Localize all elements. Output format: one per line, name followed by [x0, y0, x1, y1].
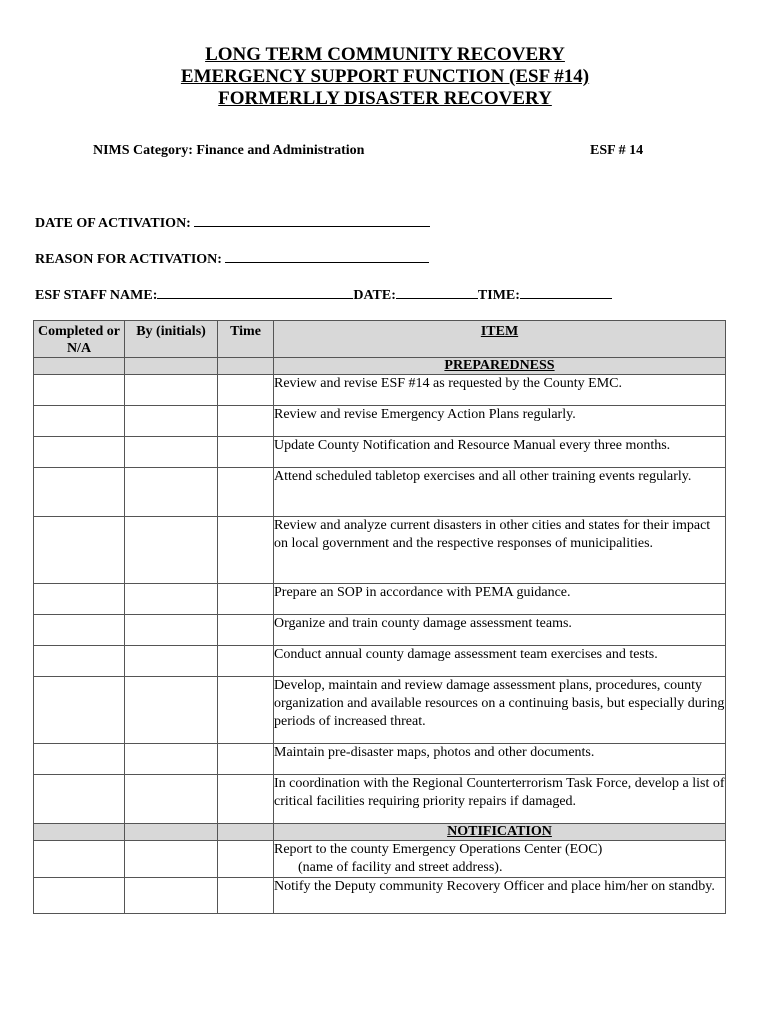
esf-number: ESF # 14 [590, 143, 644, 158]
completed-cell[interactable] [34, 841, 125, 878]
time-cell[interactable] [218, 584, 274, 615]
item-cell: Conduct annual county damage assessment team exercises and tests. [274, 646, 726, 677]
completed-cell[interactable] [34, 744, 125, 775]
initials-cell[interactable] [125, 646, 218, 677]
time-label: TIME: [477, 288, 520, 303]
table-row [34, 375, 726, 406]
table-row [34, 841, 726, 878]
completed-cell[interactable] [34, 677, 125, 744]
initials-cell[interactable] [125, 437, 218, 468]
time-cell[interactable] [218, 744, 274, 775]
completed-cell[interactable] [34, 468, 125, 517]
item-line: (name of facility and street address). [298, 860, 503, 875]
title-line-3: FORMERLLY DISASTER RECOVERY [218, 88, 552, 109]
document-title [0, 44, 770, 110]
completed-cell[interactable] [34, 375, 125, 406]
table-row [34, 775, 726, 824]
completed-cell[interactable] [34, 406, 125, 437]
initials-cell[interactable] [125, 677, 218, 744]
table-row [34, 406, 726, 437]
initials-cell[interactable] [125, 468, 218, 517]
initials-cell[interactable] [125, 878, 218, 914]
initials-cell[interactable] [125, 517, 218, 584]
table-row [34, 584, 726, 615]
time-cell[interactable] [218, 646, 274, 677]
item-cell: Develop, maintain and review damage assessment plans, procedures, county organization and available resources on a continuing basis, but especially during periods of increased threat. [274, 677, 726, 744]
table-row [34, 646, 726, 677]
section-row-notification [34, 824, 726, 841]
item-cell: Attend scheduled tabletop exercises and all other training events regularly. [274, 468, 726, 517]
item-cell: Review and revise ESF #14 as requested by the County EMC. [274, 375, 726, 406]
header-by-initials: By (initials) [125, 321, 218, 358]
table-row [34, 517, 726, 584]
initials-cell[interactable] [125, 775, 218, 824]
staff-field-row [35, 286, 612, 304]
title-line-1: LONG TERM COMMUNITY RECOVERY [205, 44, 565, 65]
completed-cell[interactable] [34, 584, 125, 615]
item-cell: In coordination with the Regional Counterterrorism Task Force, develop a list of critical facilities requiring priority repairs if damaged. [274, 775, 726, 824]
completed-cell[interactable] [34, 775, 125, 824]
header-time: Time [218, 321, 274, 358]
item-cell: Update County Notification and Resource Manual every three months. [274, 437, 726, 468]
item-cell: Prepare an SOP in accordance with PEMA guidance. [274, 584, 726, 615]
time-cell[interactable] [218, 841, 274, 878]
header-completed: Completed or N/A [34, 321, 125, 358]
initials-cell[interactable] [125, 406, 218, 437]
completed-cell[interactable] [34, 517, 125, 584]
section-row-preparedness [34, 358, 726, 375]
item-cell: Maintain pre-disaster maps, photos and other documents. [274, 744, 726, 775]
nims-category: NIMS Category: Finance and Administration [93, 143, 365, 158]
item-cell: Notify the Deputy community Recovery Officer and place him/her on standby. [274, 878, 726, 914]
date-label: DATE: [353, 288, 396, 303]
initials-cell[interactable] [125, 375, 218, 406]
section-label-notification: NOTIFICATION [274, 824, 726, 841]
esf-staff-name-input[interactable] [157, 286, 353, 299]
esf-staff-name-label: ESF STAFF NAME: [35, 288, 158, 303]
initials-cell[interactable] [125, 615, 218, 646]
table-header-row [34, 321, 726, 358]
initials-cell[interactable] [125, 744, 218, 775]
item-line: Report to the county Emergency Operations Center (EOC) [274, 842, 603, 857]
completed-cell[interactable] [34, 437, 125, 468]
date-input[interactable] [396, 286, 478, 299]
time-cell[interactable] [218, 406, 274, 437]
item-cell [274, 841, 726, 878]
table-row [34, 744, 726, 775]
completed-cell[interactable] [34, 646, 125, 677]
time-cell[interactable] [218, 775, 274, 824]
time-cell[interactable] [218, 375, 274, 406]
table-row [34, 878, 726, 914]
table-row [34, 468, 726, 517]
header-item: ITEM [274, 321, 726, 358]
checklist-table [33, 320, 760, 914]
reason-for-activation-input[interactable] [225, 250, 429, 263]
item-cell: Organize and train county damage assessment teams. [274, 615, 726, 646]
table-row [34, 615, 726, 646]
title-line-2: EMERGENCY SUPPORT FUNCTION (ESF #14) [180, 66, 590, 87]
table-row [34, 437, 726, 468]
completed-cell[interactable] [34, 615, 125, 646]
item-cell: Review and analyze current disasters in other cities and states for their impact on local government and the respective responses of municipalities. [274, 517, 726, 584]
date-of-activation-label: DATE OF ACTIVATION: [35, 216, 191, 231]
time-cell[interactable] [218, 517, 274, 584]
section-label-preparedness: PREPAREDNESS [274, 358, 726, 375]
date-of-activation-input[interactable] [194, 214, 430, 227]
time-cell[interactable] [218, 437, 274, 468]
time-cell[interactable] [218, 468, 274, 517]
date-of-activation-field [35, 214, 430, 232]
completed-cell[interactable] [34, 878, 125, 914]
time-cell[interactable] [218, 615, 274, 646]
table-row [34, 677, 726, 744]
reason-for-activation-field [35, 250, 429, 268]
initials-cell[interactable] [125, 841, 218, 878]
item-cell: Review and revise Emergency Action Plans regularly. [274, 406, 726, 437]
time-cell[interactable] [218, 878, 274, 914]
initials-cell[interactable] [125, 584, 218, 615]
reason-for-activation-label: REASON FOR ACTIVATION: [35, 252, 222, 267]
time-cell[interactable] [218, 677, 274, 744]
time-input[interactable] [520, 286, 612, 299]
